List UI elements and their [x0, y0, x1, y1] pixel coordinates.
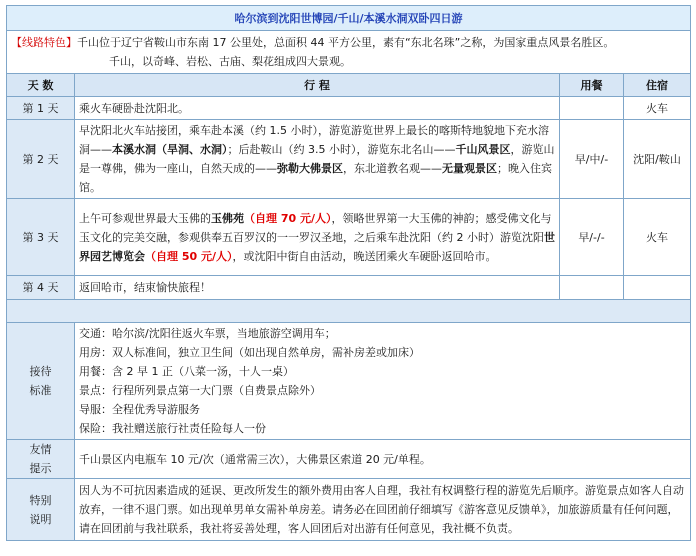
- highlight-text: 无量观景区: [442, 162, 497, 175]
- itinerary-text: 乘火车硬卧赴沈阳北。: [79, 101, 189, 115]
- notes-label: [7, 479, 75, 541]
- day-meal: 早/中/-: [560, 120, 624, 199]
- feature-row: [7, 31, 691, 74]
- itinerary-text: ，东北道教名观——: [343, 162, 442, 175]
- standards-label-1: 接待: [29, 365, 52, 378]
- itinerary-text: ，或沈阳中街自由活动，晚送团乘火车硬卧返回哈市。: [232, 249, 497, 263]
- itinerary-text: 上午可参观世界最大玉佛的: [79, 211, 211, 225]
- header-hotel: 住宿: [624, 74, 691, 97]
- notes-label-1: 特别: [29, 493, 52, 507]
- highlight-text: 玉佛苑: [211, 211, 244, 225]
- tips-row: [7, 440, 691, 479]
- standards-line: 导服：全程优秀导游服务: [79, 403, 200, 416]
- day-meal: 早/-/-: [560, 199, 624, 276]
- day-hotel: 沈阳/鞍山: [624, 120, 691, 199]
- highlight-text: 本溪水洞（旱洞、水洞）: [112, 143, 228, 156]
- feature-text-1: 千山位于辽宁省鞍山市东南 17 公里处，总面积 44 平方公里，素有“东北名珠”之称，为国家重点风景名胜区。: [77, 36, 615, 49]
- day-itinerary: [75, 276, 560, 300]
- day-meal: [560, 276, 624, 300]
- day-hotel: [624, 276, 691, 300]
- feature-text-2: 千山，以奇峰、岩松、古庙、梨花组成四大景观。: [109, 55, 351, 68]
- standards-line: 景点：行程所列景点第一大门票（自费景点除外）: [79, 384, 321, 397]
- notes-label-2: 说明: [29, 512, 52, 526]
- tips-label-1: 友情: [29, 443, 52, 456]
- header-day: 天 数: [7, 74, 75, 97]
- title-row: [7, 6, 691, 31]
- tips-label-2: 提示: [29, 462, 52, 475]
- spacer-cell: [7, 300, 691, 323]
- standards-line: 用房：双人标准间，独立卫生间（如出现自然单房，需补房差或加床）: [79, 346, 420, 359]
- itinerary-text: ，领略世界第一大玉佛的神韵；感受佛文化与玉文化的完美交融，参观供奉五百罗汉的一一罗汉圣地，之后乘车赴沈阳（约 2 小时）游览沈阳: [79, 211, 552, 244]
- itinerary-text: ，游览山是一尊佛，佛为一座山，自然天成的——: [79, 143, 555, 175]
- header-itinerary: 行 程: [75, 74, 560, 97]
- feature-tag: 【线路特色】: [11, 36, 77, 49]
- day-hotel: 火车: [624, 199, 691, 276]
- highlight-text: 弥勒大佛景区: [277, 162, 343, 175]
- day-itinerary: [75, 199, 560, 276]
- spacer-row: [7, 300, 691, 323]
- itinerary-text: ；晚入住宾馆。: [79, 162, 552, 194]
- tips-label: [7, 440, 75, 479]
- day-row-4: [7, 276, 691, 300]
- day-row-1: [7, 97, 691, 120]
- highlight-text: 世界园艺博览会: [79, 230, 555, 263]
- header-row: [7, 74, 691, 97]
- tips-text: 千山景区内电瓶车 10 元/次（通常需三次），大佛景区索道 20 元/单程。: [75, 440, 691, 479]
- header-meal: 用餐: [560, 74, 624, 97]
- price-note: （自理 70 元/人）: [244, 211, 332, 225]
- standards-cell: [75, 323, 691, 440]
- day-row-3: [7, 199, 691, 276]
- itinerary-text: 早沈阳北火车站接团，乘车赴本溪（约 1.5 小时），游览游览世界上最长的喀斯特地貌地下充水溶洞——: [79, 124, 549, 156]
- itinerary-table: [6, 5, 691, 541]
- itinerary-text: 返回哈市，结束愉快旅程！: [79, 281, 211, 294]
- standards-label: [7, 323, 75, 440]
- day-row-2: [7, 120, 691, 199]
- standards-label-2: 标准: [29, 384, 52, 397]
- day-itinerary: [75, 97, 560, 120]
- standards-line: 用餐：含 2 早 1 正（八菜一汤，十人一桌）: [79, 365, 294, 378]
- standards-line: 保险：我社赠送旅行社责任险每人一份: [79, 422, 266, 435]
- price-note: （自理 50 元/人）: [145, 249, 233, 263]
- standards-line: 交通：哈尔滨/沈阳往返火车票，当地旅游空调用车；: [79, 327, 336, 340]
- feature-cell: [7, 31, 691, 74]
- day-label: 第 3 天: [7, 199, 75, 276]
- notes-row: [7, 479, 691, 541]
- highlight-text: 千山风景区: [455, 143, 511, 156]
- day-itinerary: [75, 120, 560, 199]
- day-hotel: 火车: [624, 97, 691, 120]
- page-title: 哈尔滨到沈阳世博园/千山/本溪水洞双卧四日游: [7, 6, 691, 31]
- day-meal: [560, 97, 624, 120]
- itinerary-text: ；后赴鞍山（约 3.5 小时），游览东北名山——: [227, 143, 456, 156]
- day-label: 第 2 天: [7, 120, 75, 199]
- notes-text: 因人为不可抗因素造成的延误、更改所发生的额外费用由客人自理，我社有权调整行程的游览先后顺序。游览景点如客人自动放弃，一律不退门票。如出现单男单女需补单房差。请务必在回团前仔细填写《游客意见反馈单》，加旅游质量有任何问题，请在回团前与我社联系，我社将妥善处理，客人回团后对出游有任何意见，我社概不负责。: [75, 479, 691, 541]
- day-label: 第 1 天: [7, 97, 75, 120]
- day-label: 第 4 天: [7, 276, 75, 300]
- standards-row: [7, 323, 691, 440]
